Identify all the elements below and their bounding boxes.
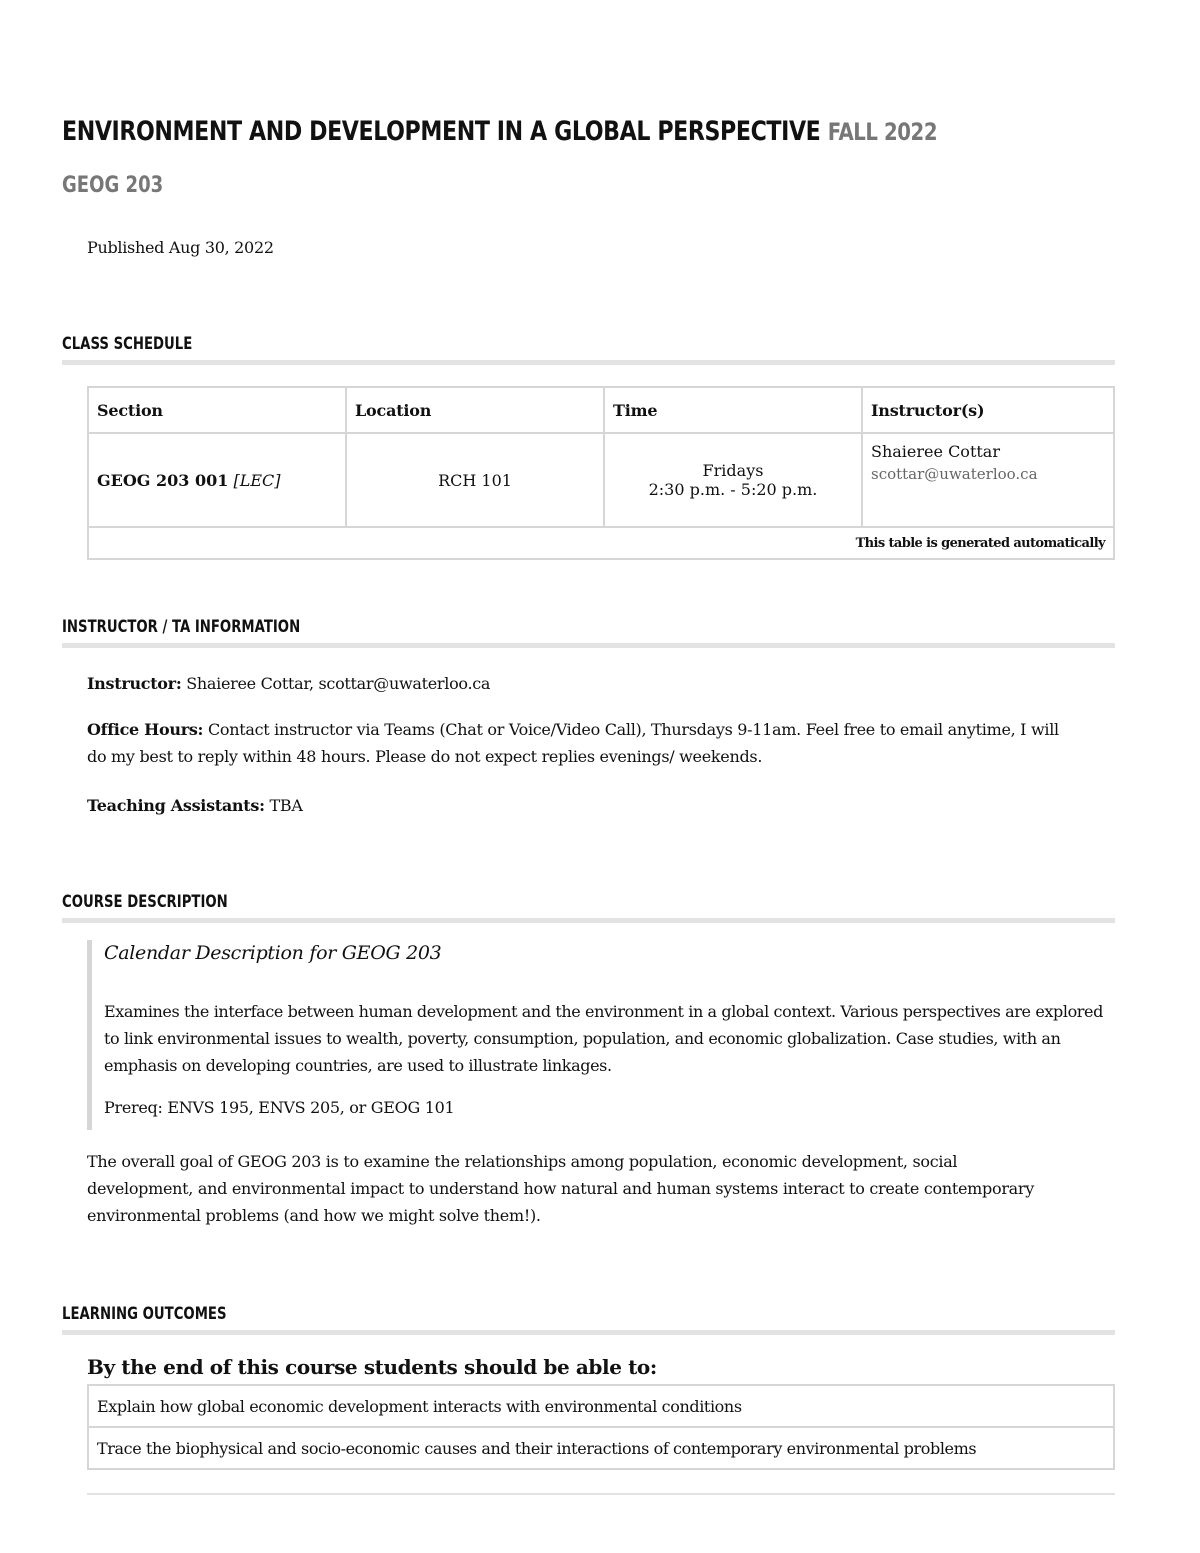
office-hours-value: Contact instructor via Teams (Chat or Voice/Video Call), Thursdays 9-11am. Feel free to email anytime, I will do my best to reply within 48 hours. Please do not expect replies evenings/ weekends.: [87, 720, 1059, 766]
calendar-description-body: Examines the interface between human development and the environment in a global context. Various perspectives are explored to link environmental issues to wealth, poverty, consumption, population, and economic globalization. Case studies, with an emphasis on developing countries, are used to illustrate linkages.: [104, 1002, 1103, 1075]
course-title: ENVIRONMENT AND DEVELOPMENT IN A GLOBAL PERSPECTIVE: [62, 116, 821, 147]
section-code: GEOG 203 001: [97, 470, 229, 490]
calendar-description-title: Calendar Description for GEOG 203: [104, 942, 442, 964]
time-range: 2:30 p.m. - 5:20 p.m.: [648, 480, 818, 499]
ta-value: TBA: [269, 796, 303, 815]
table-row: [88, 1385, 1114, 1427]
office-hours-line: [87, 716, 1067, 770]
teaching-assistants-line: [87, 792, 1097, 819]
instructor-cell: [862, 433, 1114, 527]
time-cell: [604, 433, 862, 527]
published-date: Published Aug 30, 2022: [87, 238, 274, 257]
instructor-info-heading: INSTRUCTOR / TA INFORMATION: [62, 617, 1115, 648]
learning-outcomes-table: [87, 1384, 1115, 1470]
column-header-time: Time: [604, 387, 862, 433]
term-label: FALL 2022: [827, 118, 938, 146]
column-header-section: Section: [88, 387, 346, 433]
divider: [87, 1493, 1115, 1495]
column-header-instructors: Instructor(s): [862, 387, 1114, 433]
learning-outcomes-heading: LEARNING OUTCOMES: [62, 1304, 1115, 1335]
class-schedule-table: [87, 386, 1115, 560]
prerequisites: Prereq: ENVS 195, ENVS 205, or GEOG 101: [104, 1098, 455, 1117]
table-footer-row: [88, 527, 1114, 559]
time-day: Fridays: [702, 461, 764, 480]
table-row: [88, 1427, 1114, 1469]
instructor-value: Shaieree Cottar, scottar@uwaterloo.ca: [186, 674, 491, 693]
instructor-name: Shaieree Cottar: [871, 442, 1000, 461]
location-cell: RCH 101: [346, 433, 604, 527]
column-header-location: Location: [346, 387, 604, 433]
auto-generated-note: This table is generated automatically: [88, 527, 1114, 559]
course-goal: The overall goal of GEOG 203 is to examine the relationships among population, economic development, social development, and environmental impact to understand how natural and human systems interact to create contemporary environmental problems (and how we might solve them!).: [87, 1152, 1034, 1225]
instructor-email-link[interactable]: scottar@uwaterloo.ca: [871, 465, 1038, 483]
page-title: [62, 116, 937, 147]
section-cell: [88, 433, 346, 527]
learning-outcome-item: Trace the biophysical and socio-economic causes and their interactions of contemporary environmental problems: [88, 1427, 1114, 1469]
instructor-label: Instructor:: [87, 674, 182, 693]
table-row: [88, 433, 1114, 527]
office-hours-label: Office Hours:: [87, 720, 204, 739]
instructor-line: [87, 670, 1097, 697]
learning-outcome-item: Explain how global economic development interacts with environmental conditions: [88, 1385, 1114, 1427]
class-schedule-heading: CLASS SCHEDULE: [62, 334, 1115, 365]
table-header-row: [88, 387, 1114, 433]
course-code: GEOG 203: [62, 173, 164, 198]
ta-label: Teaching Assistants:: [87, 796, 265, 815]
calendar-description-block: [87, 940, 1103, 1130]
learning-outcomes-intro: By the end of this course students should be able to:: [87, 1355, 657, 1379]
section-type: [LEC]: [233, 470, 281, 490]
course-description-heading: COURSE DESCRIPTION: [62, 892, 1115, 923]
